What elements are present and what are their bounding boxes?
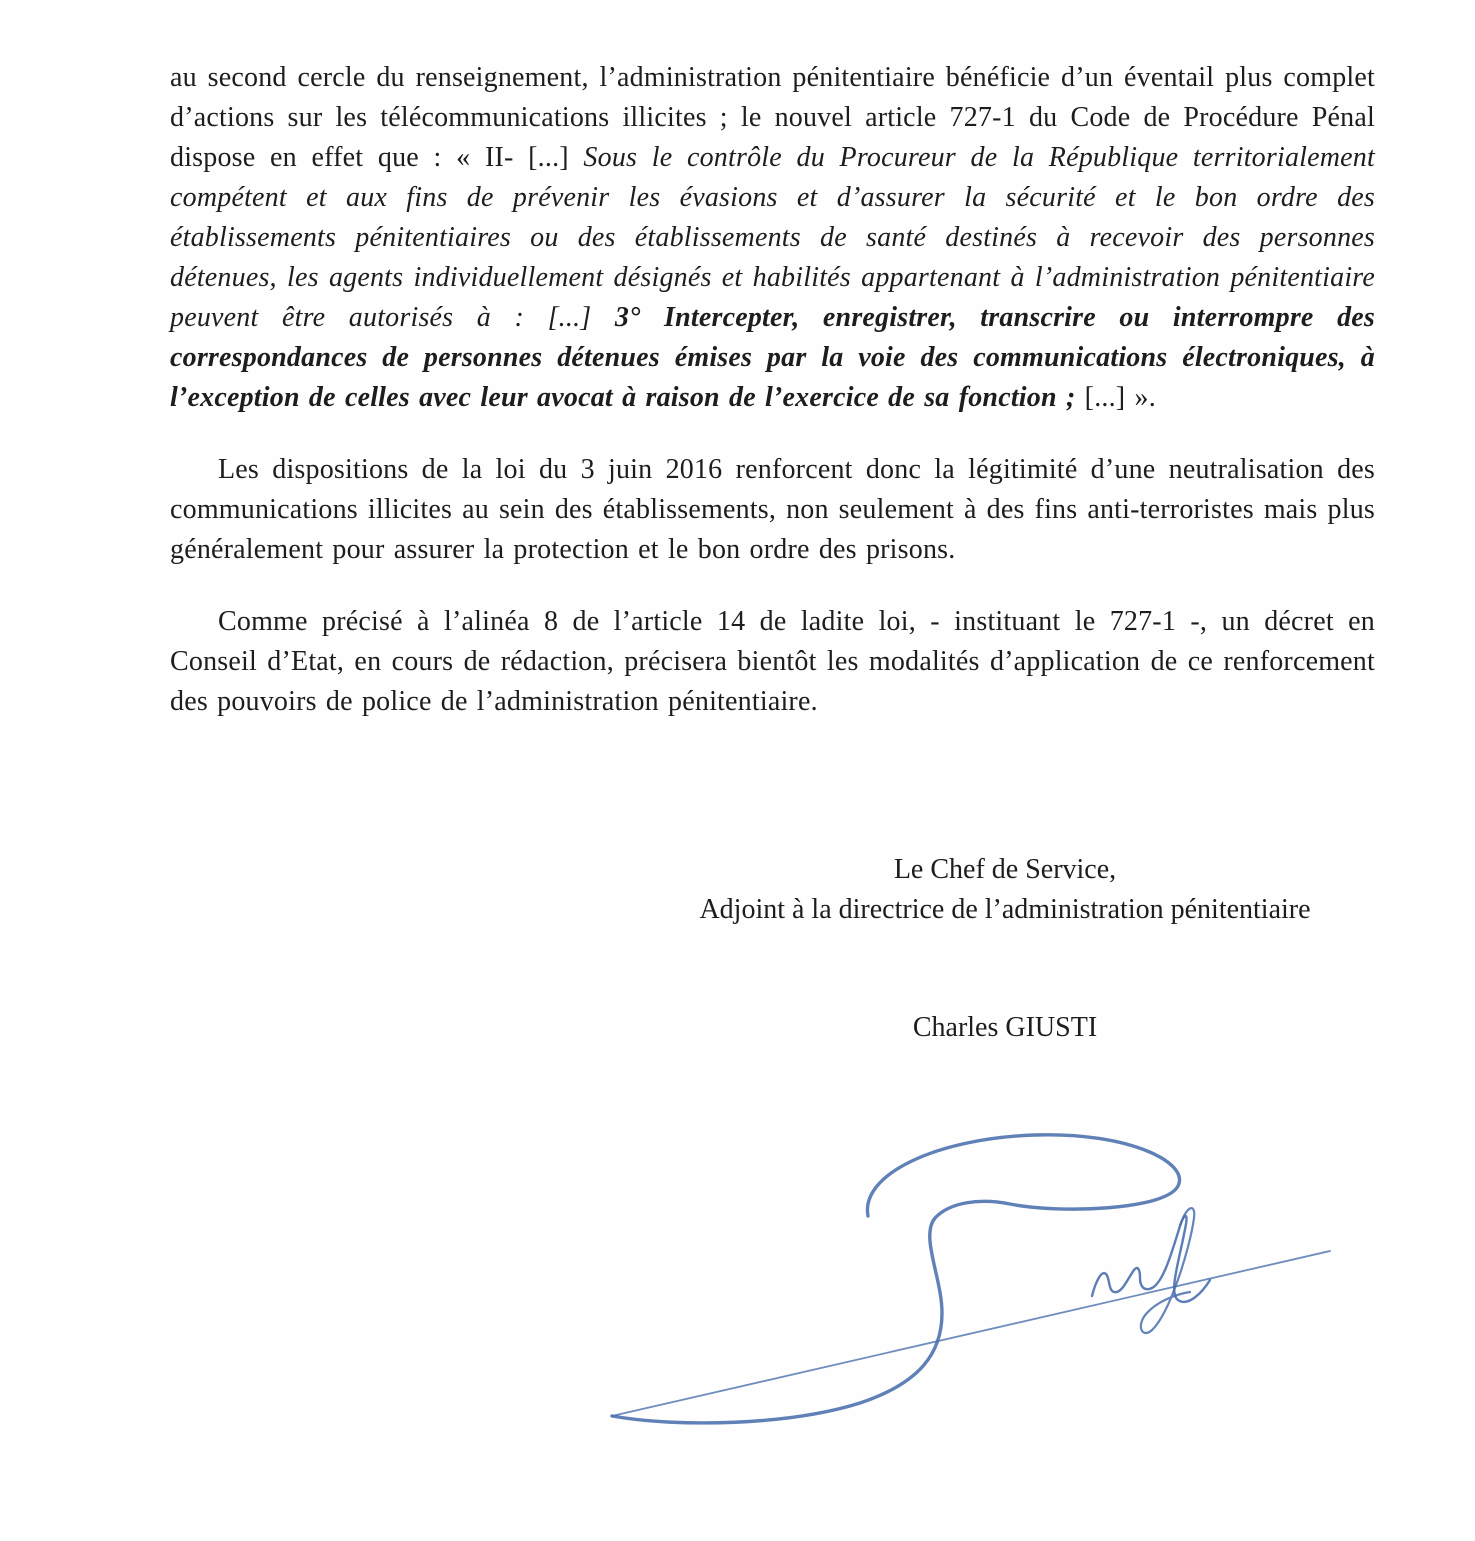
handwritten-signature [590, 1118, 1350, 1448]
text-run: Sous le contrôle du Procureur de la République territorialement compétent et aux fins de prévenir les évasions et d’assurer la sécurité et le bon ordre des établissements pénitentiaires ou des établissements de santé destinés à recevoir des personnes détenues, les agents individuellement désignés et habilités appartenant à l’administration pénitentiaire peuvent être autorisés à : [...] [170, 142, 1375, 333]
letter-body [170, 58, 1375, 1048]
signature-main-stroke [612, 1135, 1180, 1423]
signoff-title-line2: Adjoint à la directrice de l’administration pénitentiaire [699, 894, 1311, 925]
text-run: Comme précisé à l’alinéa 8 de l’article 14 de ladite loi, - instituant le 727-1 -, un décret en Conseil d’Etat, en cours de rédaction, précisera bientôt les modalités d’application de ce renforcement des pouvoirs de police de l’administration pénitentiaire. [170, 606, 1375, 717]
paragraphs-container [170, 58, 1375, 722]
text-run: Les dispositions de la loi du 3 juin 2016 renforcent donc la légitimité d’une neutralisation des communications illicites au sein des établissements, non seulement à des fins anti-terroristes mais plus généralement pour assurer la protection et le bon ordre des prisons. [170, 454, 1375, 565]
paragraph [170, 450, 1375, 570]
signoff-title-line1: Le Chef de Service, [893, 854, 1117, 885]
text-run: [...] ». [1075, 382, 1156, 413]
paragraph [170, 58, 1375, 418]
text-run: 3° Intercepter, enregistrer, transcrire ou interrompre des correspondances de personnes détenues émises par la voie des communications électroniques, à l’exception de celles avec leur avocat à raison de l’exercice de sa fonction ; [170, 302, 1375, 413]
signer-name: Charles GIUSTI [912, 1012, 1098, 1043]
paragraph [170, 602, 1375, 722]
signoff-block [580, 850, 1430, 1048]
signature-flourish-stroke [612, 1251, 1330, 1416]
text-run: au second cercle du renseignement, l’administration pénitentiaire bénéficie d’un éventail plus complet d’actions sur les télécommunications illicites ; le nouvel article 727-1 du Code de Procédure Pénal dispose en effet que : « II- [...] [170, 62, 1375, 173]
